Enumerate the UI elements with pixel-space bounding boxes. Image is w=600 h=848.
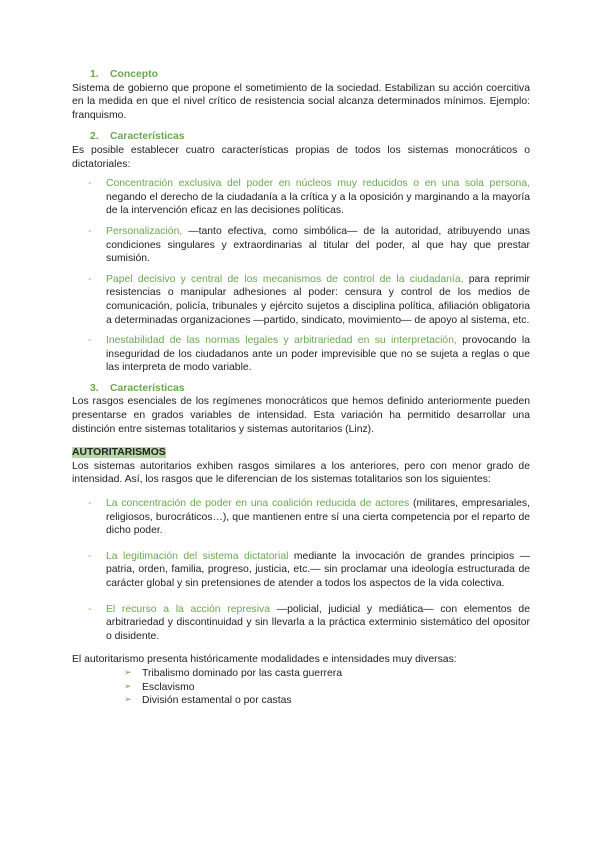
- item-text: —policial, judicial y mediática— con elementos de arbitrariedad y discontinuidad y sin llevarla a la práctica exterminio sistemático del opositor o disidente.: [106, 603, 530, 642]
- caracteristicas-2-paragraph: Los rasgos esenciales de los regímenes monocráticos que hemos definido anteriormente pueden presentarse en grados variables de intensidad. Esta variación ha permitido desarrollar una distinción entre sistemas totalitarios y sistemas autoritarios (Linz).: [72, 396, 530, 435]
- list-item: [72, 603, 530, 644]
- highlight-phrase: Inestabilidad de las normas legales y arbitrariedad en su interpretación,: [106, 335, 457, 347]
- list-item: [72, 273, 530, 327]
- highlight-phrase: El recurso a la acción represiva: [106, 603, 270, 615]
- list-item: ➢ Esclavismo: [72, 681, 530, 695]
- section-title: Características: [110, 131, 185, 143]
- list-item: [72, 497, 530, 538]
- list-item: ➢ Tribalismo dominado por las casta guerrera: [72, 667, 530, 681]
- highlight-phrase: Personalización,: [106, 225, 183, 237]
- item-text: mediante la invocación de grandes principios — patria, orden, familia, progreso, justicia, etc.— sin proclamar una ideología estructurada de carácter global y sin pretensiones de atender a todos los aspectos de la vida colectiva.: [106, 550, 530, 589]
- item-text: negando el derecho de la ciudadanía a la crítica y a la oposición y marginando a la mayoría de la intervención eficaz en las decisiones políticas.: [106, 191, 530, 217]
- highlight-phrase: Papel decisivo y central de los mecanismos de control de la ciudadanía,: [106, 273, 464, 285]
- item-text: (militares, empresariales, religiosos, burocráticos…), que mantienen entre sí una cierta competencia por el reparto de dicho poder.: [106, 498, 530, 537]
- section-number: 1.: [90, 69, 99, 80]
- highlight-phrase: La legitimación del sistema dictatorial: [106, 550, 289, 562]
- document-page: [72, 68, 530, 708]
- concepto-paragraph: Sistema de gobierno que propone el sometimiento de la sociedad. Estabilizan su acción coercitiva en la medida en que el nivel crítico de resistencia social alcanza determinados mínimos. Ejemplo: franquismo.: [72, 82, 530, 121]
- autoritarismos-intro: Los sistemas autoritarios exhiben rasgos similares a los anteriores, pero con menor grado de intensidad. Así, los rasgos que le diferencian de los sistemas totalitarios son los siguientes:: [72, 460, 530, 486]
- caracteristicas-list: [72, 177, 530, 375]
- section-heading-caracteristicas-2: [72, 382, 530, 396]
- list-item: [72, 177, 530, 218]
- caracteristicas-intro: Es posible establecer cuatro características propias de todos los sistemas monocráticos o dictatoriales:: [72, 144, 530, 170]
- section-heading-concepto: [72, 68, 530, 82]
- section-number: 2.: [90, 131, 99, 143]
- modalidades-list: [72, 667, 530, 708]
- section-title: Características: [110, 382, 185, 394]
- autoritarismos-heading: AUTORITARISMOS: [72, 447, 166, 459]
- item-text: provocando la inseguridad de los ciudadanos ante un poder imprevisible que no se sujeta a reglas o que las interpreta de modo variable.: [106, 335, 530, 374]
- autoritarismos-outro: El autoritarismo presenta históricamente modalidades e intensidades muy diversas:: [72, 654, 457, 666]
- list-item: [72, 334, 530, 375]
- item-text: —tanto efectiva, como simbólica— de la autoridad, atribuyendo unas condiciones singulares y extraordinarias al titular del poder, al que hay que prestar sumisión.: [106, 225, 530, 265]
- list-item: [72, 225, 530, 266]
- list-item: ➢ División estamental o por castas: [72, 694, 530, 708]
- highlight-phrase: La concentración de poder en una coalición reducida de actores: [106, 498, 410, 510]
- list-item: [72, 550, 530, 591]
- item-text: para reprimir resistencias o manipular adhesiones al poder: censura y control de los medios de comunicación, policía, tribunales y ejército sujetos a disciplina política, afiliación obligatoria a determinadas organizaciones —partido, sindicato, movimiento— de apoyo al sistema, etc.: [106, 273, 530, 326]
- autoritarismos-list: [72, 497, 530, 643]
- highlight-phrase: Concentración exclusiva del poder en núcleos muy reducidos o en una sola persona,: [106, 178, 530, 190]
- section-number: 3.: [90, 382, 99, 394]
- section-heading-caracteristicas: [72, 130, 530, 144]
- section-title: Concepto: [110, 69, 158, 80]
